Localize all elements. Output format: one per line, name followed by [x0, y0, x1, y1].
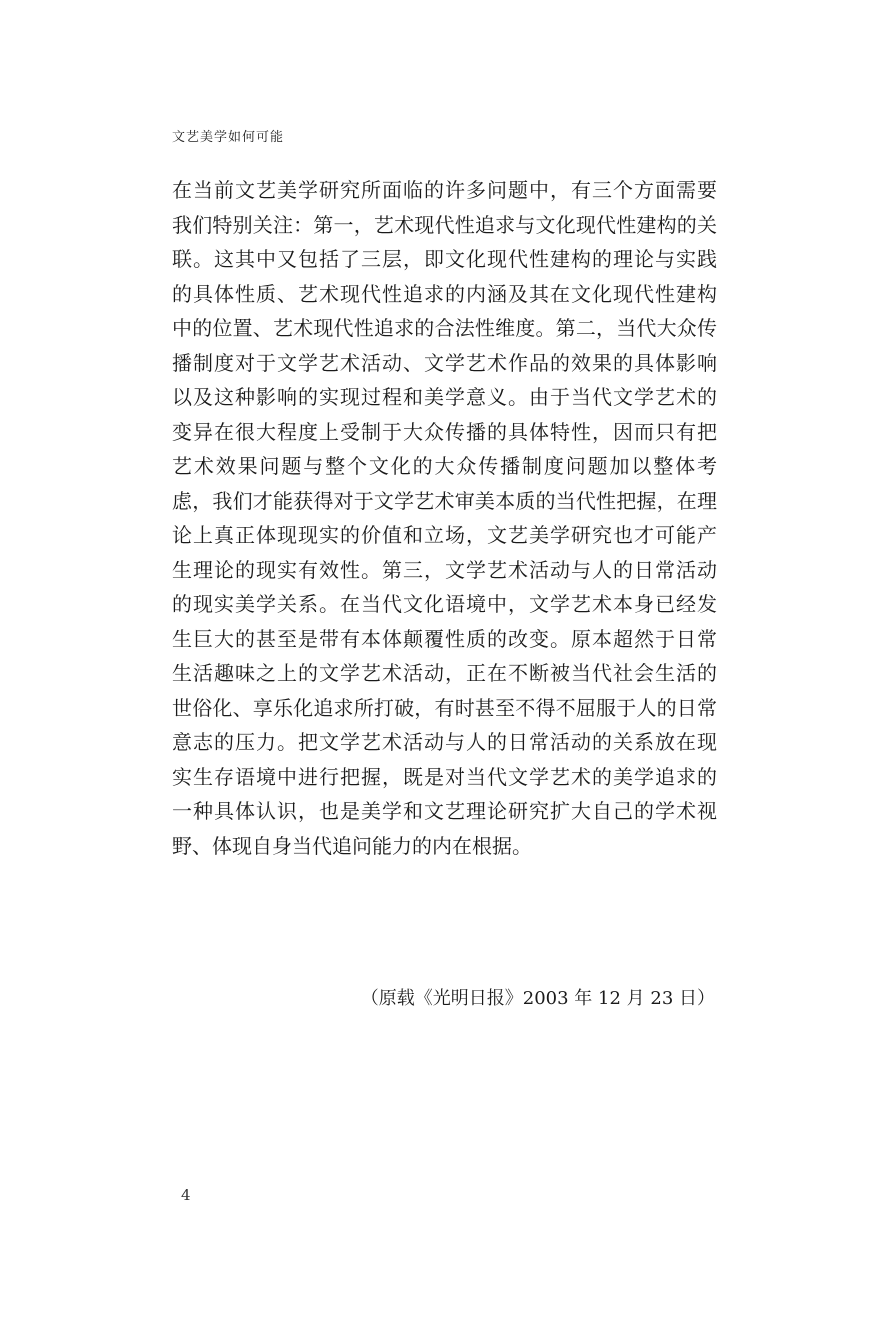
running-header: 文艺美学如何可能	[172, 130, 285, 145]
paragraph-line: 以及这种影响的实现过程和美学意义。由于当代文学艺术的	[172, 385, 717, 409]
page-number: 4	[181, 1186, 191, 1204]
source-note: （原载《光明日报》2003 年 12 月 23 日）	[360, 988, 715, 1009]
paragraph-line: 的现实美学关系。在当代文化语境中，文学艺术本身已经发	[172, 592, 717, 616]
paragraph-line: 一种具体认识，也是美学和文艺理论研究扩大自己的学术视	[172, 799, 717, 823]
paragraph-line: 在当前文艺美学研究所面临的许多问题中，有三个方面需要	[172, 178, 717, 202]
paragraph-line: 世俗化、享乐化追求所打破，有时甚至不得不屈服于人的日常	[172, 695, 717, 720]
paragraph-line: 中的位置、艺术现代性追求的合法性维度。第二，当代大众传	[172, 316, 717, 340]
paragraph-line: 播制度对于文学艺术活动、文学艺术作品的效果的具体影响	[172, 350, 717, 375]
paragraph-line: 实生存语境中进行把握，既是对当代文学艺术的美学追求的	[172, 764, 717, 789]
paragraph-line: 艺术效果问题与整个文化的大众传播制度问题加以整体考	[172, 454, 717, 478]
paragraph-line: 变异在很大程度上受制于大众传播的具体特性，因而只有把	[172, 419, 717, 444]
paragraph-line: 野、体现自身当代追问能力的内在根据。	[172, 833, 532, 858]
paragraph-line: 生巨大的甚至是带有本体颠覆性质的改变。原本超然于日常	[172, 626, 717, 651]
paragraph-line: 生理论的现实有效性。第三，文学艺术活动与人的日常活动	[172, 557, 717, 582]
body-paragraph	[172, 173, 717, 863]
paragraph-line: 论上真正体现现实的价值和立场，文艺美学研究也才可能产	[172, 523, 717, 547]
paragraph-line: 我们特别关注：第一，艺术现代性追求与文化现代性建构的关	[172, 212, 717, 237]
paragraph-line: 虑，我们才能获得对于文学艺术审美本质的当代性把握，在理	[172, 488, 717, 513]
paragraph-line: 联。这其中又包括了三层，即文化现代性建构的理论与实践	[172, 247, 717, 271]
paragraph-line: 生活趣味之上的文学艺术活动，正在不断被当代社会生活的	[172, 661, 717, 685]
paragraph-line: 的具体性质、艺术现代性追求的内涵及其在文化现代性建构	[172, 281, 717, 306]
paragraph-line: 意志的压力。把文学艺术活动与人的日常活动的关系放在现	[172, 730, 717, 754]
